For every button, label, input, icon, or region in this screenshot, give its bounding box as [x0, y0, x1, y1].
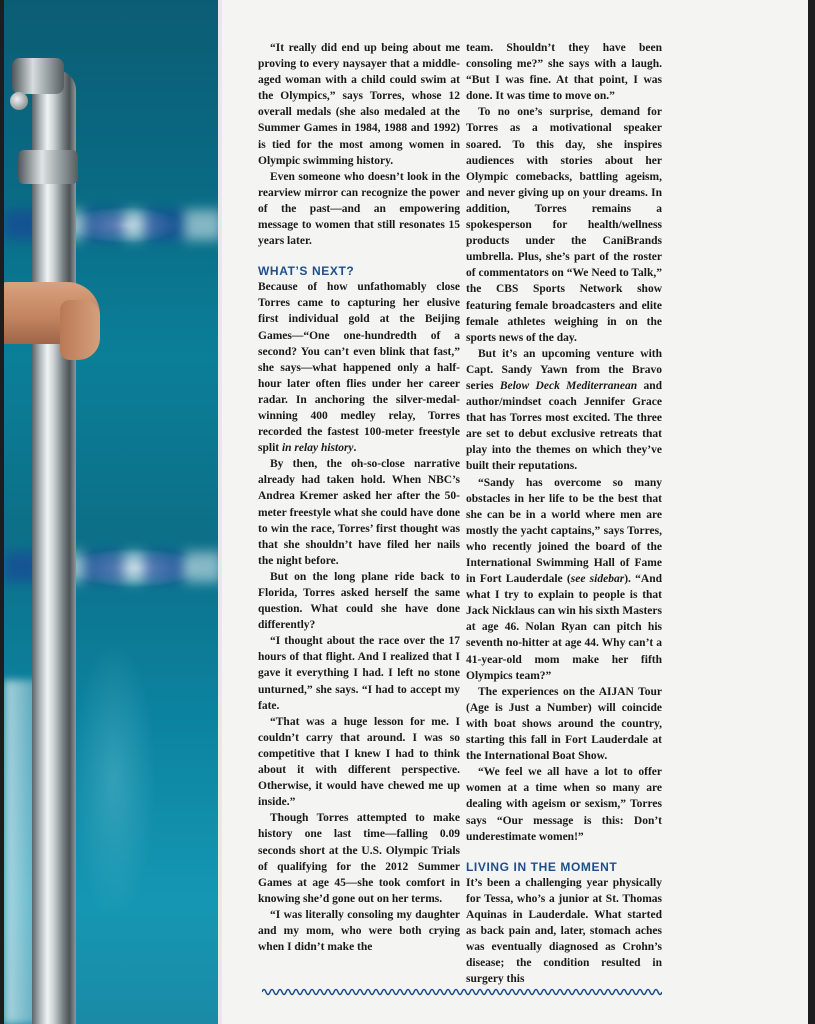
paragraph: The experiences on the AIJAN Tour (Age is Just a Number) will coincide with boat shows around the country, starting this fall in Fort Lauderdale at the International Boat Show.: [466, 685, 662, 763]
paragraph: “I thought about the race over the 17 hours of that flight. And I realized that I gave it everything I had. I left no stone unturned,” she says. “I had to accept my fate.: [258, 635, 460, 712]
text-run: Because of how unfathomably close Torres came to capturing her elusive first individual gold at the Beijing Games—“One one-hundredth of a second? You can’t even blink that fast,” she says—what happened only a half-hour later often flies under her career radar. In anchoring the silver-medal-winning 400 medley relay, Torres recorded the fastest 100-meter freestyle split: [258, 281, 460, 455]
paragraph: Even someone who doesn’t look in the rearview mirror can recognize the power of the past—and an empowering message to women that still resonates 15 years later.: [258, 170, 460, 248]
paragraph: [258, 279, 460, 456]
pool-rail-bolt: [10, 92, 28, 110]
text-run: “Sandy has overcome so many obstacles in her life to be the best that she can be in a world where men are mostly the yacht captains,” says Torres, who recently joined the board of the International Swimming Hall of Fame in Fort Lauderdale (: [466, 476, 662, 586]
text-run: ). “And what I try to explain to people is that Jack Nicklaus can win his sixth Masters at age 46. Nolan Ryan can pitch his seventh no-hitter at age 44. Why can’t a 41-year-old mom make her fifth Olympics team?”: [466, 573, 662, 682]
text-run: .: [353, 442, 357, 455]
pool-rail: [32, 70, 76, 1024]
paragraph: “I was literally consoling my daughter and my mom, who were both crying when I didn’t make the: [258, 908, 460, 954]
paragraph: team. Shouldn’t they have been consoling me?” she says with a laugh. “But I was fine. At that point, I was done. It was time to move on.”: [466, 42, 662, 103]
text-run: and author/mindset coach Jennifer Grace that has Torres most excited. The three are set to debut exclusive retreats that play into the themes on which they’ve built their reputations.: [466, 379, 662, 473]
paragraph: “It really did end up being about me proving to every naysayer that a middle-aged woman with a child could swim at the Olympics,” says Torres, whose 12 overall medals (she also medaled at the Summer Games in 1984, 1988 and 1992) is tied for the most among women in Olympic swimming history.: [258, 42, 460, 167]
paragraph: To no one’s surprise, demand for Torres as a motivational speaker soared. To this day, she inspires audiences with stories about her Olympic comebacks, battling ageism, and never giving up on your dreams. In addition, Torres remains a spokesperson for health/wellness products under the CaniBrands umbrella. Plus, she’s part of the roster of commentators on “We Need to Talk,” the CBS Sports Network show featuring female broadcasters and elite female athletes weighing in on the sports news of the day.: [466, 106, 662, 344]
paragraph: “That was a huge lesson for me. I couldn’t carry that around. I was so competitive that I knew I had to think about it with different perspective. Otherwise, it would have chewed me up inside.”: [258, 715, 460, 809]
paragraph: [466, 346, 662, 475]
italic-text: see sidebar: [570, 573, 625, 586]
gutter: [218, 0, 222, 1024]
pool-rail-cap: [12, 58, 64, 94]
section-heading: WHAT’S NEXT?: [258, 264, 355, 279]
wave-divider: [262, 986, 662, 998]
paragraph: By then, the oh-so-close narrative already had taken hold. When NBC’s Andrea Kremer asked her after the 50-meter freestyle what she could have done to win the race, Torres’ first thought was that she shouldn’t have filed her nails the night before.: [258, 458, 460, 567]
paragraph: “We feel we all have a lot to offer women at a time when so many are dealing with ageism or sexism,” Torres says “Our message is this: Don’t underestimate women!”: [466, 766, 662, 843]
swimmer-fingers: [60, 300, 100, 360]
paragraph: It’s been a challenging year physically for Tessa, who’s a junior at St. Thomas Aquinas in Lauderdale. What started as back pain and, later, stomach aches was eventually diagnosed as Crohn’s disease; the condition resulted in surgery this: [466, 876, 662, 986]
pool-photo: [4, 0, 222, 1024]
paragraph: [466, 475, 662, 684]
magazine-page: [4, 0, 808, 1024]
article-column-left: [258, 40, 460, 955]
italic-text: Below Deck Mediterranean: [499, 379, 638, 392]
text-run: But it’s an upcoming venture with Capt. Sandy Yawn from the Bravo series: [466, 347, 662, 392]
article-column-right: [466, 40, 662, 987]
paragraph: Though Torres attempted to make history one last time—falling 0.09 seconds short at the U.S. Olympic Trials of qualifying for the 2012 Summer Games at age 45—she took comfort in knowing she’d gone out on her terms.: [258, 812, 460, 905]
italic-text: in relay history: [281, 442, 354, 455]
pool-rail-collar: [18, 150, 78, 184]
paragraph: But on the long plane ride back to Florida, Torres asked herself the same question. What could she have done differently?: [258, 570, 460, 632]
section-heading: LIVING IN THE MOMENT: [466, 859, 618, 874]
